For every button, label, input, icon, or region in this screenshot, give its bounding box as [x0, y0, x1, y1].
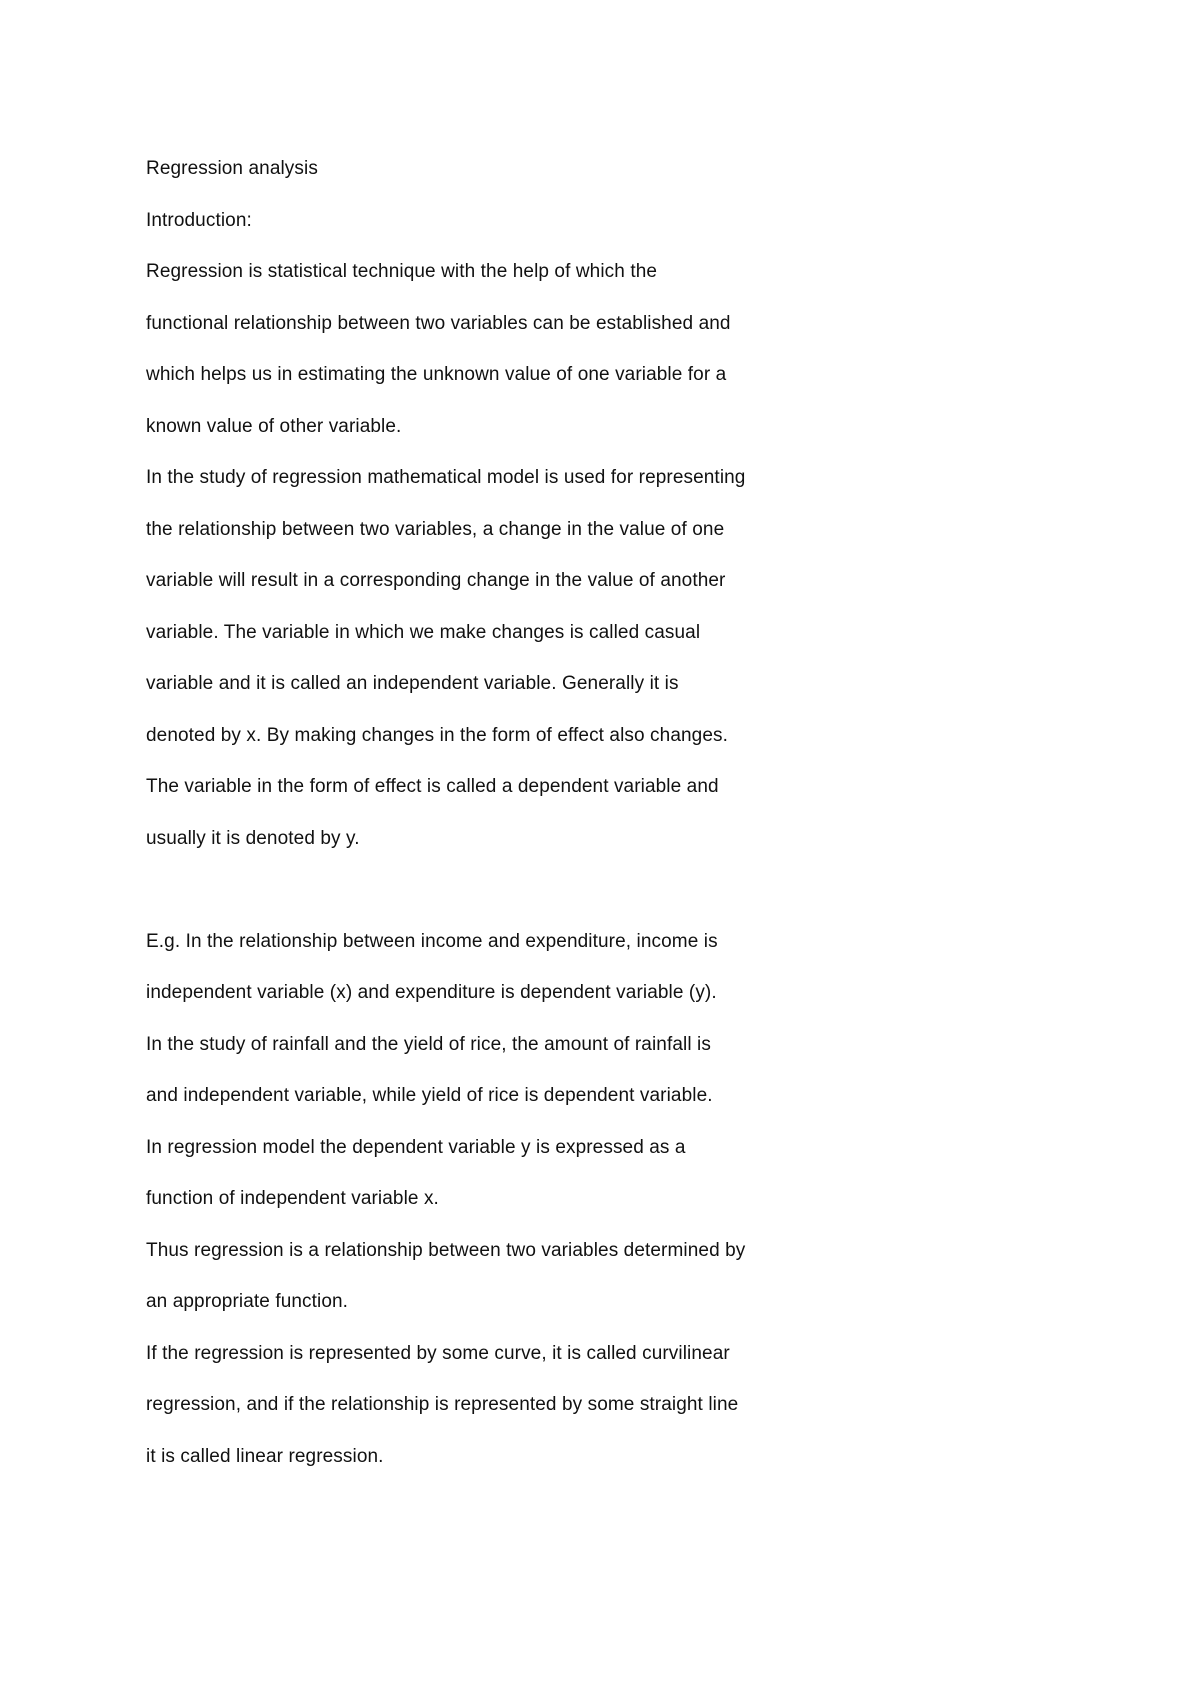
text-line: variable will result in a corresponding change in the value of another	[146, 570, 726, 591]
text-line: In the study of regression mathematical model is used for representing	[146, 467, 746, 488]
paragraph-examples	[146, 916, 1046, 1483]
document-body	[146, 143, 1046, 1482]
text-line: variable. The variable in which we make changes is called casual	[146, 621, 701, 643]
text-line: The variable in the form of effect is called a dependent variable and	[146, 776, 719, 797]
document-title: Regression analysis	[146, 158, 318, 179]
paragraph-variables	[146, 452, 1046, 864]
text-line: the relationship between two variables, a change in the value of one	[146, 518, 725, 540]
blank-line	[146, 864, 1046, 916]
text-line: it is called linear regression.	[146, 1445, 384, 1467]
text-line: known value of other variable.	[146, 415, 402, 437]
text-line: E.g. In the relationship between income and expenditure, income is	[146, 930, 718, 952]
section-heading: Introduction:	[146, 209, 252, 231]
text-line: Regression is statistical technique with the help of which the	[146, 261, 658, 282]
text-line: If the regression is represented by some curve, it is called curvilinear	[146, 1342, 730, 1364]
text-line: and independent variable, while yield of rice is dependent variable.	[146, 1085, 713, 1106]
text-line: usually it is denoted by y.	[146, 827, 360, 849]
text-line: regression, and if the relationship is represented by some straight line	[146, 1394, 739, 1415]
text-line: function of independent variable x.	[146, 1188, 439, 1209]
text-line: Thus regression is a relationship between two variables determined by	[146, 1239, 746, 1261]
text-line: In regression model the dependent variable y is expressed as a	[146, 1136, 686, 1158]
text-line: variable and it is called an independent variable. Generally it is	[146, 673, 679, 694]
text-line: functional relationship between two variables can be established and	[146, 312, 731, 334]
text-line: an appropriate function.	[146, 1291, 349, 1312]
text-line: denoted by x. By making changes in the form of effect also changes.	[146, 724, 728, 746]
text-line: independent variable (x) and expenditure is dependent variable (y).	[146, 982, 717, 1003]
text-line: In the study of rainfall and the yield of rice, the amount of rainfall is	[146, 1033, 711, 1055]
text-line: which helps us in estimating the unknown value of one variable for a	[146, 364, 727, 385]
paragraph-definition	[146, 246, 1046, 452]
